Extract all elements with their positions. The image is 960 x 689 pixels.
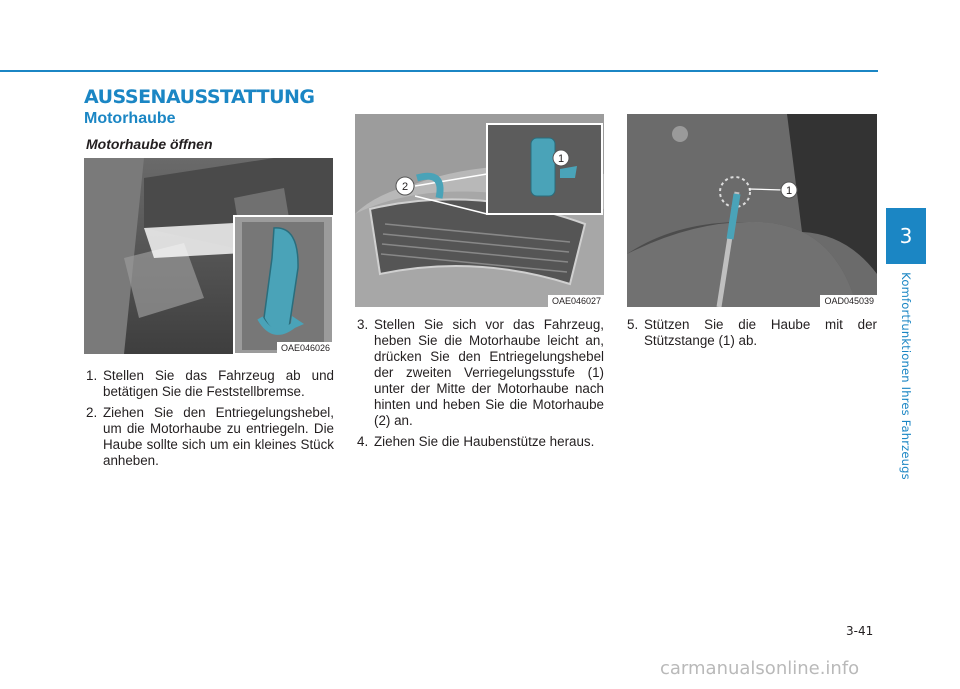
step-number: 1. [86, 368, 98, 383]
interior-hood-release-lever-illustration [84, 158, 333, 354]
figure-hood-release-lever [84, 158, 333, 354]
watermark: carmanualsonline.info [660, 658, 860, 679]
top-rule [0, 70, 878, 72]
step-number: 5. [627, 317, 639, 332]
step-item [86, 405, 334, 469]
step-text: Stellen Sie sich vor das Fahrzeug, heben Sie die Motorhaube leicht an, drücken Sie den Entriegelungshebel der zweiten Verriegelungsstufe (1) unter der Mitte der Motorhaube nach hinten und heben Sie die Motorhaube (2) an. [374, 317, 604, 428]
step-number: 2. [86, 405, 98, 420]
figure-code: OAD045039 [820, 295, 877, 307]
subsection-title: Motorhaube [84, 110, 176, 127]
steps-column-3 [627, 317, 877, 354]
step-number: 3. [357, 317, 369, 332]
steps-column-1 [86, 368, 334, 474]
callout-2: 2 [401, 181, 409, 193]
figure-code: OAE046026 [277, 342, 333, 354]
step-item [86, 368, 334, 400]
steps-column-2 [357, 317, 604, 455]
step-text: Stützen Sie die Haube mit der Stützstange (1) ab. [644, 317, 877, 348]
front-hood-secondary-latch-illustration [355, 114, 604, 307]
hood-support-rod-illustration [627, 114, 877, 307]
step-text: Ziehen Sie die Haubenstütze heraus. [374, 434, 595, 449]
page-number: 3-41 [846, 624, 874, 638]
step-item [357, 317, 604, 429]
sub-heading: Motorhaube öffnen [86, 136, 213, 152]
figure-code: OAE046027 [548, 295, 604, 307]
step-number: 4. [357, 434, 369, 449]
step-text: Stellen Sie das Fahrzeug ab und betätigen Sie die Feststellbremse. [103, 368, 334, 399]
chapter-number: 3 [899, 224, 913, 248]
callout-1: 1 [557, 153, 565, 165]
chapter-tab [886, 208, 926, 264]
figure-hood-support-rod [627, 114, 877, 307]
figure-hood-latch [355, 114, 604, 307]
section-title: AUSSENAUSSTATTUNG [84, 86, 315, 108]
step-item [627, 317, 877, 349]
step-text: Ziehen Sie den Entriegelungshebel, um die Motorhaube zu entriegeln. Die Haube sollte sich um ein kleines Stück anheben. [103, 405, 334, 468]
step-item [357, 434, 604, 450]
chapter-label: Komfortfunktionen Ihres Fahrzeugs [899, 272, 913, 480]
callout-1: 1 [785, 185, 793, 197]
